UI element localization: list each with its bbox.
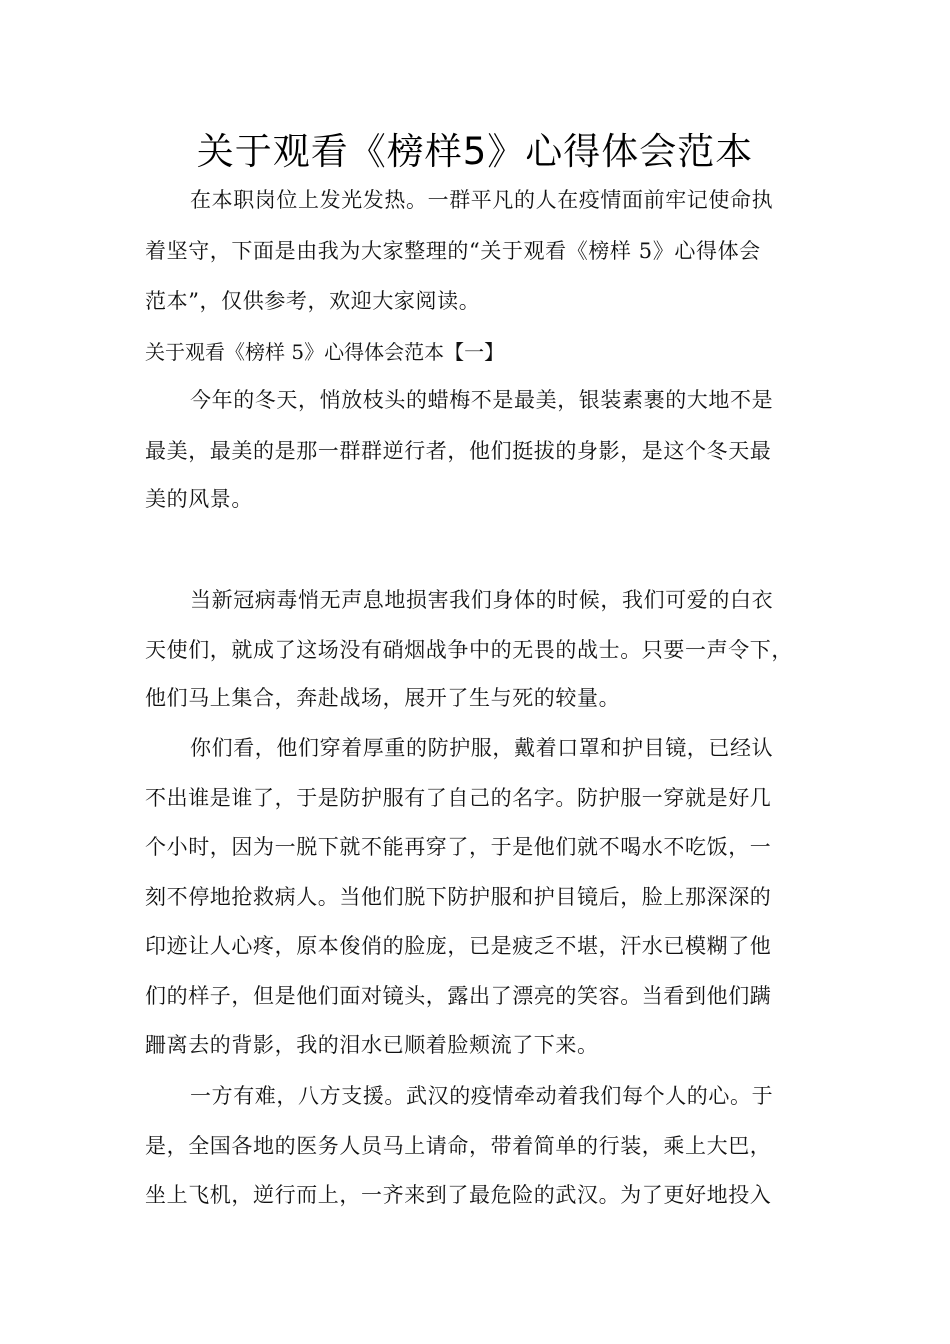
p3-line-3: 个小时，因为一脱下就不能再穿了，于是他们就不喝水不吃饭，一 xyxy=(145,835,772,859)
p1-line-1: 今年的冬天，悄放枝头的蜡梅不是最美，银装素裹的大地不是 xyxy=(190,388,774,412)
intro-line-3: 范本”，仅供参考，欢迎大家阅读。 xyxy=(145,289,481,313)
p3-line-1: 你们看，他们穿着厚重的防护服，戴着口罩和护目镜，已经认 xyxy=(190,736,774,760)
p3-line-7: 跚离去的背影，我的泪水已顺着脸颊流了下来。 xyxy=(145,1033,599,1057)
p3-line-5: 印迹让人心疼，原本俊俏的脸庞，已是疲乏不堪，汗水已模糊了他 xyxy=(145,934,772,958)
p1-line-2: 最美，最美的是那一群群逆行者，他们挺拔的身影，是这个冬天最 xyxy=(145,439,772,463)
p2-line-3: 他们马上集合，奔赴战场，展开了生与死的较量。 xyxy=(145,686,621,710)
p4-line-2: 是，全国各地的医务人员马上请命，带着简单的行装，乘上大巴， xyxy=(145,1134,772,1158)
p1-line-3: 美的风景。 xyxy=(145,487,253,511)
section-heading: 关于观看《榜样 5》心得体会范本【一】 xyxy=(145,340,505,364)
p2-line-2: 天使们，就成了这场没有硝烟战争中的无畏的战士。只要一声令下， xyxy=(145,638,793,662)
intro-line-1: 在本职岗位上发光发热。一群平凡的人在疫情面前牢记使命执 xyxy=(190,188,774,212)
p2-line-1: 当新冠病毒悄无声息地损害我们身体的时候，我们可爱的白衣 xyxy=(190,588,774,612)
p4-line-1: 一方有难，八方支援。武汉的疫情牵动着我们每个人的心。于 xyxy=(190,1084,774,1108)
p3-line-6: 们的样子，但是他们面对镜头，露出了漂亮的笑容。当看到他们蹒 xyxy=(145,984,772,1008)
p4-line-3: 坐上飞机，逆行而上，一齐来到了最危险的武汉。为了更好地投入 xyxy=(145,1183,772,1207)
p3-line-2: 不出谁是谁了，于是防护服有了自己的名字。防护服一穿就是好几 xyxy=(145,786,772,810)
intro-line-2: 着坚守，下面是由我为大家整理的“关于观看《榜样 5》心得体会 xyxy=(145,239,761,263)
p3-line-4: 刻不停地抢救病人。当他们脱下防护服和护目镜后，脸上那深深的 xyxy=(145,885,772,909)
document-title: 关于观看《榜样5》心得体会范本 xyxy=(196,130,754,173)
